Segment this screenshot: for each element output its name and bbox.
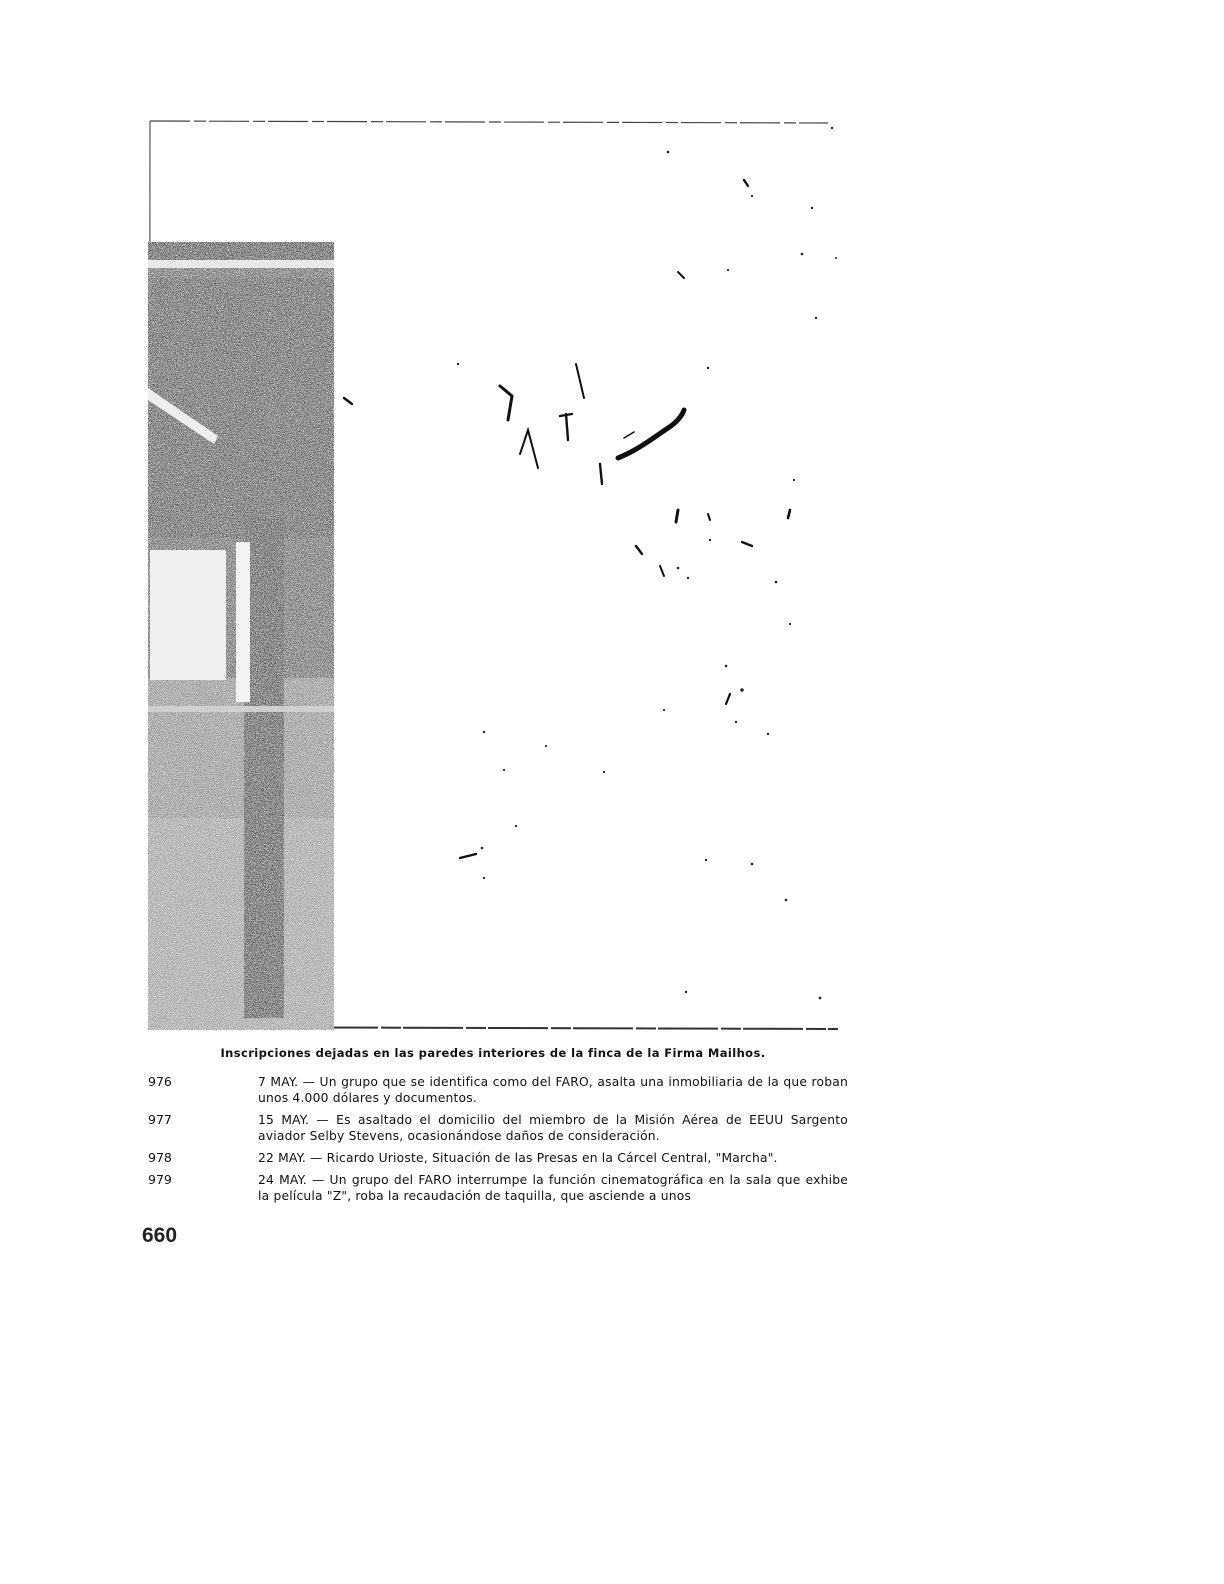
entry-text: 22 MAY. — Ricardo Urioste, Situación de las Presas en la Cárcel Central, "Marcha". (258, 1151, 778, 1165)
entry-text: 15 MAY. — Es asaltado el domicilio del miembro de la Misión Aérea de EEUU Sargento aviador Selby Stevens, ocasionándose daños de consideración. (258, 1113, 848, 1143)
entry-number: 978 (148, 1150, 172, 1165)
entry-number: 976 (148, 1074, 172, 1089)
entry-number: 977 (148, 1112, 172, 1127)
figure-caption: Inscripciones dejadas en las paredes interiores de la finca de la Firma Mailhos. (220, 1046, 766, 1060)
entry-text: 24 MAY. — Un grupo del FARO interrumpe la función cinematográfica en la sala que exhibe la película "Z", roba la recaudación de taquilla, que asciende a unos (258, 1173, 848, 1203)
wall-inscriptions-photo (148, 118, 838, 1030)
entry-text: 7 MAY. — Un grupo que se identifica como del FARO, asalta una inmobiliaria de la que roban unos 4.000 dólares y documentos. (258, 1075, 848, 1105)
page-number: 660 (142, 1224, 178, 1247)
entry-number: 979 (148, 1172, 172, 1187)
